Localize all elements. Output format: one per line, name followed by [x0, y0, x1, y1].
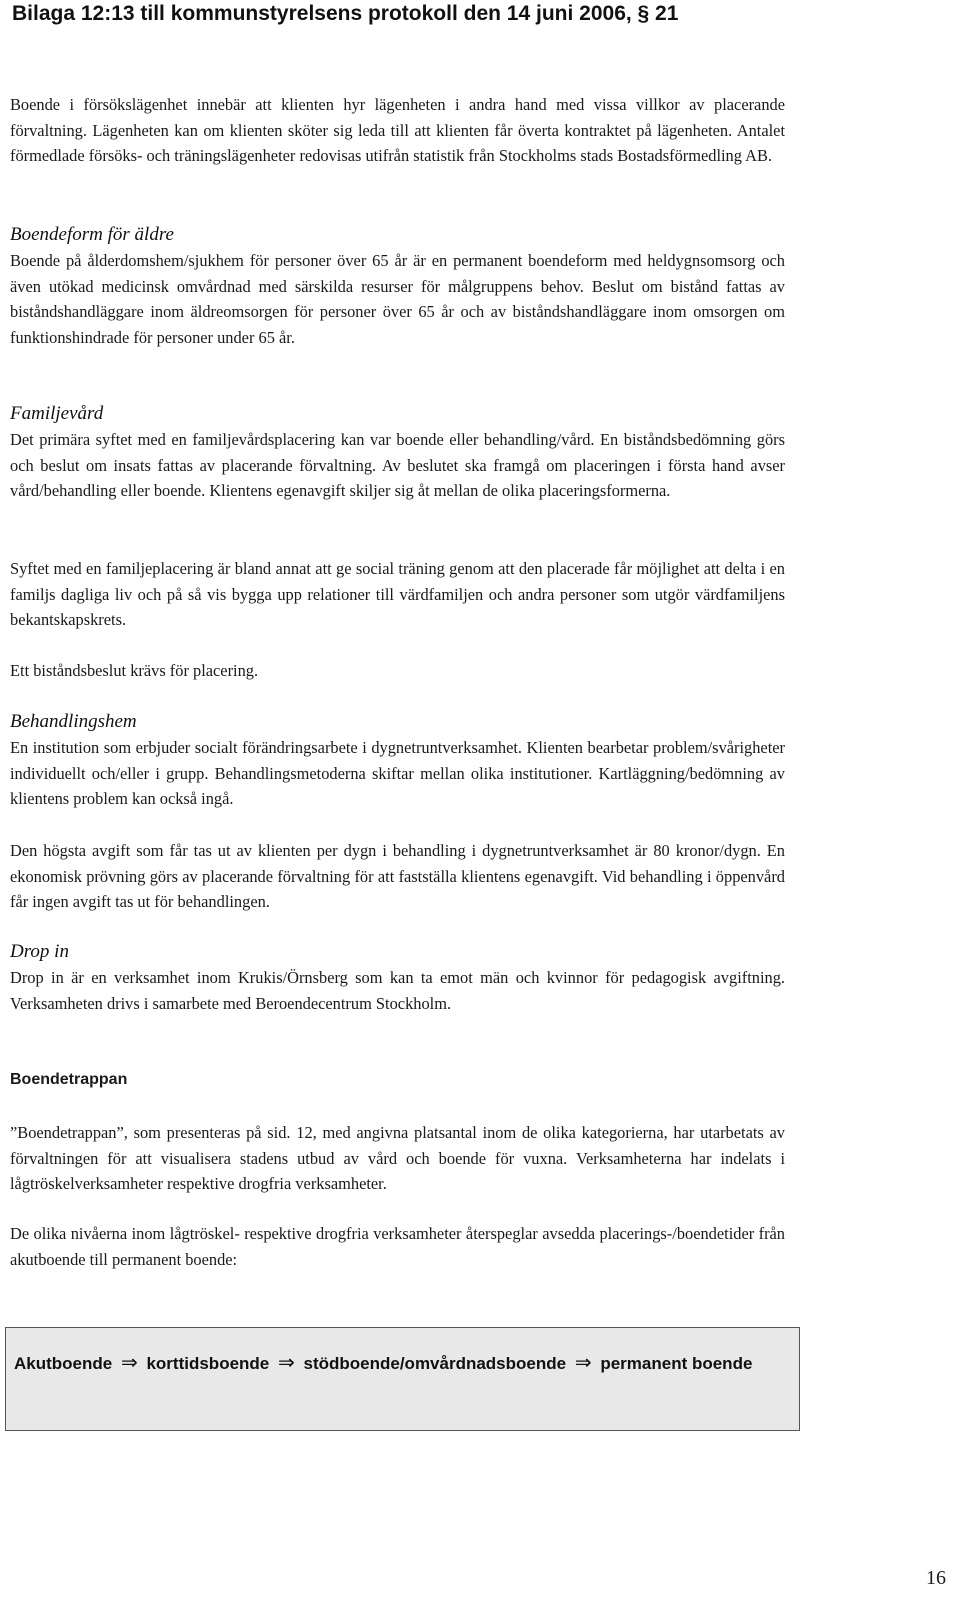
familjevard-section-2	[10, 556, 785, 633]
familjevard-paragraph-2: Syftet med en familjeplacering är bland annat att ge social träning genom att den placerade får möjlighet att delta i en familjs dagliga liv och på så vis bygga upp relationer till värdfamiljen och andra personer som utgör värdfamiljens bekantskapskrets.	[10, 559, 785, 630]
dropin-paragraph: Drop in är en verksamhet inom Krukis/Örnsberg som kan ta emot män och kvinnor för pedagogisk avgiftning. Verksamheten drivs i samarbete med Beroendecentrum Stockholm.	[10, 968, 785, 1013]
familjevard-section	[10, 401, 785, 504]
familjevard-paragraph-1: Det primära syftet med en familjevårdsplacering kan var boende eller behandling/vård. En biståndsbedömning görs och beslut om insats fattas av placerande förvaltning. Av beslutet ska framgå om placeringen i första hand avser vård/behandling eller boende. Klientens egenavgift skiljer sig åt mellan de olika placeringsformerna.	[10, 430, 785, 501]
boendetrappan-paragraph-1: ”Boendetrappan”, som presenteras på sid. 12, med angivna platsantal inom de olika kategorierna, har utarbetats av förvaltningen för att visualisera stadens utbud av vård och boende för vuxna. Verksamheterna har indelats i lågtröskelverksamheter respektive drogfria verksamheter.	[10, 1123, 785, 1194]
flow-arrow-icon: ⇒	[278, 1352, 295, 1374]
behandlingshem-section-2	[10, 838, 785, 915]
boendeform-paragraph: Boende på ålderdomshem/sjukhem för personer över 65 år är en permanent boendeform med heldygnsomsorg och även utökad medicinsk omvårdnad med särskilda resurser för målgruppens behov. Beslut om bistånd fattas av biståndshandläggare inom äldreomsorgen för personer över 65 år och av biståndshandläggare inom omsorgen om funktionshindrade för personer under 65 år.	[10, 251, 785, 347]
behandlingshem-heading: Behandlingshem	[10, 711, 137, 732]
page-header-title: Bilaga 12:13 till kommunstyrelsens protokoll den 14 juni 2006, § 21	[12, 2, 679, 25]
boendetrappan-section-3	[10, 1221, 785, 1272]
familjevard-heading: Familjevård	[10, 403, 104, 424]
behandlingshem-paragraph-2: Den högsta avgift som får tas ut av klienten per dygn i behandling i dygnetruntverksamhet är 80 kronor/dygn. En ekonomisk prövning görs av placerande förvaltning för att fastställa klientens egenavgift. Vid behandling i öppenvård får ingen avgift tas ut för behandlingen.	[10, 841, 785, 912]
familjevard-section-3	[10, 658, 785, 684]
flow-arrow-icon: ⇒	[120, 1352, 138, 1374]
boendeform-heading: Boendeform för äldre	[10, 224, 174, 245]
dropin-heading: Drop in	[10, 941, 69, 962]
page-number: 16	[926, 1567, 946, 1589]
boendeform-section	[10, 222, 785, 350]
boendetrappan-heading: Boendetrappan	[10, 1071, 128, 1088]
flow-step-stodboende: stödboende/omvårdnadsboende	[303, 1354, 567, 1373]
boendetrappan-paragraph-2: De olika nivåerna inom lågtröskel- respektive drogfria verksamheter återspeglar avsedda placerings-/boendetider från akutboende till permanent boende:	[10, 1224, 785, 1269]
boendetrappan-section-2	[10, 1120, 785, 1197]
flow-step-permanent-boende: permanent boende	[600, 1354, 753, 1373]
intro-paragraph: Boende i försökslägenhet innebär att klienten hyr lägenheten i andra hand med vissa villkor av placerande förvaltning. Lägenheten kan om klienten sköter sig leda till att klienten får överta kontraktet på lägenheten. Antalet förmedlade försöks- och träningslägenheter redovisas utifrån statistik från Stockholms stads Bostadsförmedling AB.	[10, 95, 785, 166]
flow-step-akutboende: Akutboende	[14, 1354, 113, 1373]
behandlingshem-section	[10, 709, 785, 812]
dropin-section	[10, 939, 785, 1016]
placement-flow-box	[5, 1327, 800, 1431]
behandlingshem-paragraph-1: En institution som erbjuder socialt förändringsarbete i dygnetruntverksamhet. Klienten bearbetar problem/svårigheter individuellt och/eller i grupp. Behandlingsmetoderna skiftar mellan olika institutioner. Kartläggning/bedömning av klientens problem kan också ingå.	[10, 738, 785, 809]
familjevard-paragraph-3: Ett biståndsbeslut krävs för placering.	[10, 661, 259, 680]
flow-step-korttidsboende: korttidsboende	[146, 1354, 270, 1373]
intro-section	[10, 92, 785, 169]
boendetrappan-section	[10, 1068, 785, 1092]
flow-arrow-icon: ⇒	[574, 1352, 592, 1374]
